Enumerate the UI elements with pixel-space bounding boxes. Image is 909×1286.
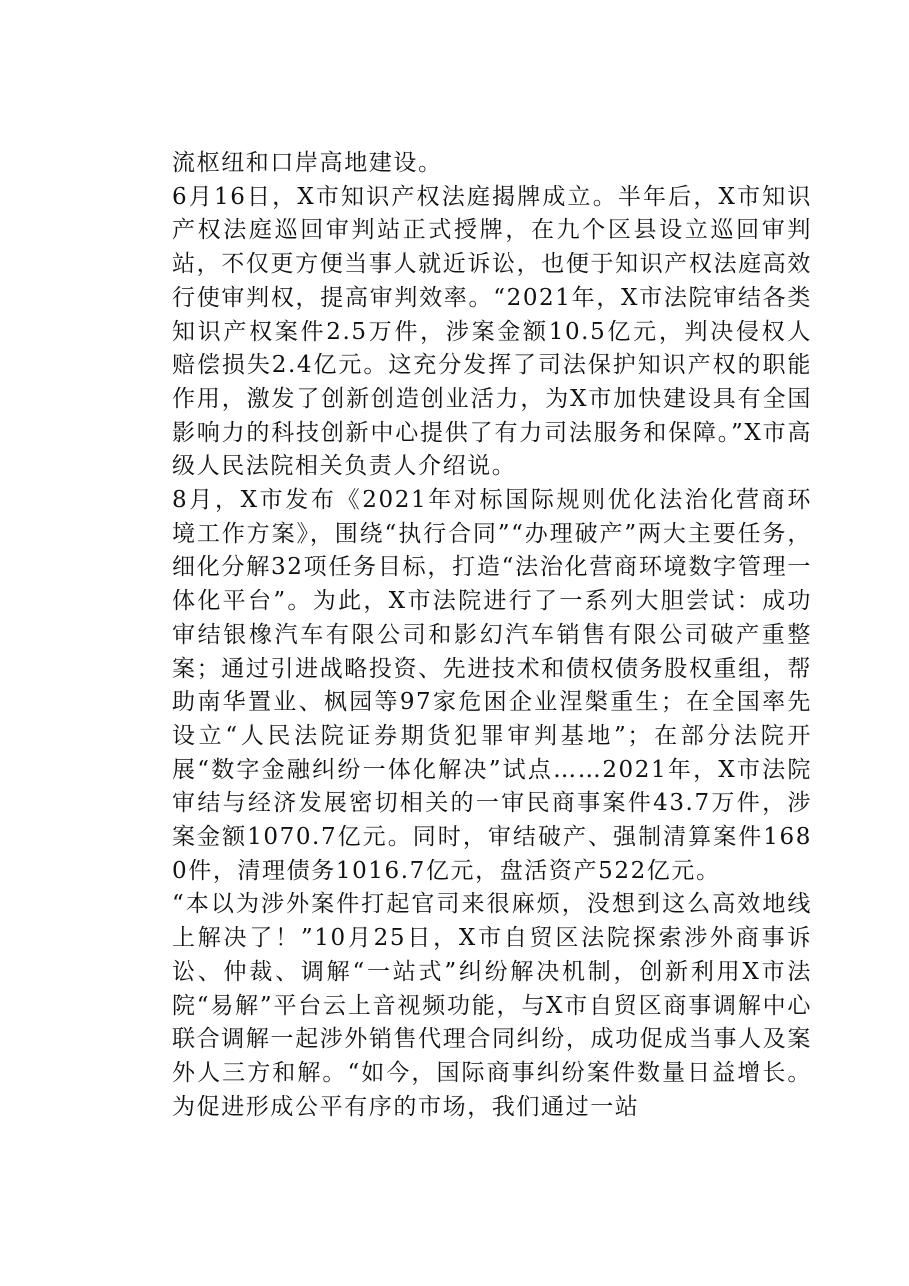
paragraph-ip-court: 6月16日，X市知识产权法庭揭牌成立。半年后，X市知识产权法庭巡回审判站正式授牌，在九个区县设立巡回审判站，不仅更方便当事人就近诉讼，也便于知识产权法庭高效行使审判权，提高审判效率。“2021年，X市法院审结各类知识产权案件2.5万件，涉案金额10.5亿元，判决侵权人赔偿损失2.4亿元。这充分发挥了司法保护知识产权的职能作用，激发了创新创造创业活力，为X市加快建设具有全国影响力的科技创新中心提供了有力司法服务和保障。”X市高级人民法院相关负责人介绍说。 (172, 183, 812, 480)
paragraph-continuation: 流枢纽和口岸高地建设。 (172, 150, 443, 176)
paragraph-foreign-cases: “本以为涉外案件打起官司来很麻烦，没想到这么高效地线上解决了！”10月25日，X市自贸区法院探索涉外商事诉讼、仲裁、调解“一站式”纠纷解决机制，创新利用X市法院“易解”平台云上音视频功能，与X市自贸区商事调解中心联合调解一起涉外销售代理合同纠纷，成功促成当事人及案外人三方和解。“如今，国际商事纠纷案件数量日益增长。为促进形成公平有序的市场，我们通过一站 (172, 891, 812, 1120)
document-body (172, 147, 812, 1124)
paragraph-business-environment: 8月，X市发布《2021年对标国际规则优化法治化营商环境工作方案》，围绕“执行合同”“办理破产”两大主要任务，细化分解32项任务目标，打造“法治化营商环境数字管理一体化平台”。为此，X市法院进行了一系列大胆尝试：成功审结银橡汽车有限公司和影幻汽车销售有限公司破产重整案；通过引进战略投资、先进技术和债权债务股权重组，帮助南华置业、枫园等97家危困企业涅槃重生；在全国率先设立“人民法院证券期货犯罪审判基地”；在部分法院开展“数字金融纠纷一体化解决”试点……2021年，X市法院审结与经济发展密切相关的一审民商事案件43.7万件，涉案金额1070.7亿元。同时，审结破产、强制清算案件1680件，清理债务1016.7亿元，盘活资产522亿元。 (172, 487, 812, 884)
